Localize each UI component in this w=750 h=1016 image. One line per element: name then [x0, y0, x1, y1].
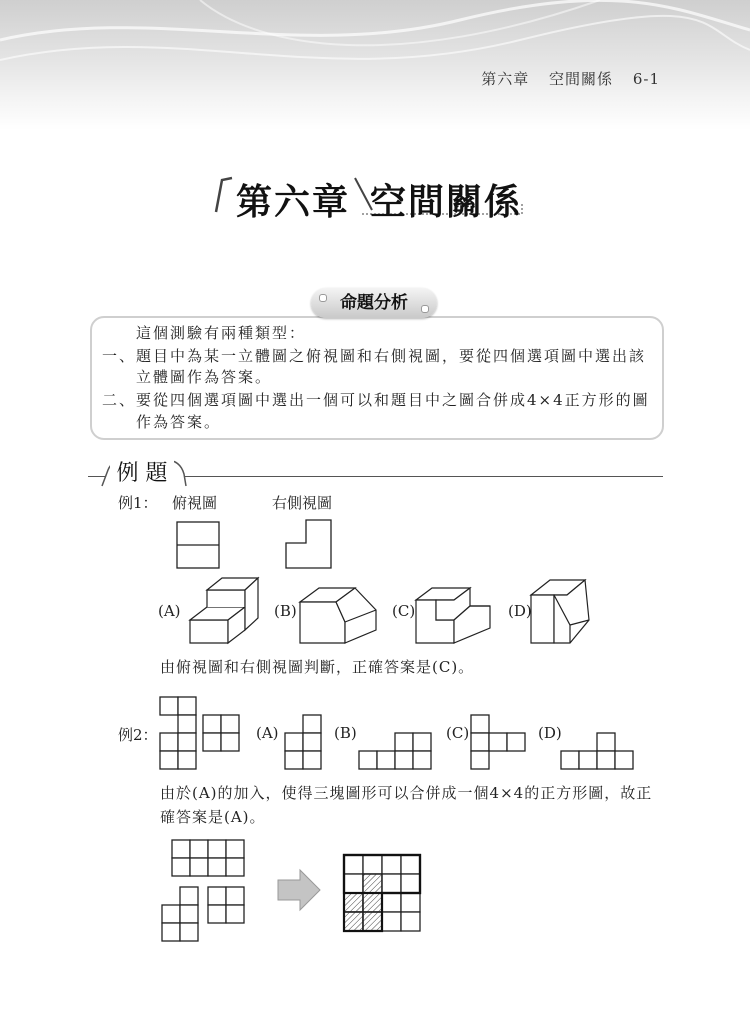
example1-option-c-label: (C) [392, 602, 416, 620]
running-head-chapter: 第六章 [481, 70, 530, 88]
grid-cell [597, 733, 615, 751]
grid-cell [363, 912, 382, 931]
grid-cell [160, 733, 178, 751]
example2-label: 例2： [118, 726, 158, 744]
example1-side-view-label: 右側視圖 [272, 494, 333, 512]
grid-cell [401, 855, 420, 874]
grid-cell [395, 733, 413, 751]
grid-cell [178, 697, 196, 715]
example2-explanation-line1: 由於(A)的加入，使得三塊圖形可以合併成一個4×4的正方形圖，故正 [160, 784, 653, 802]
grid-cell [160, 697, 178, 715]
example2-given-piece-2 [203, 715, 239, 751]
grid-cell [178, 715, 196, 733]
grid-cell [359, 751, 377, 769]
example1-option-a-label: (A) [158, 602, 181, 620]
analysis-item1-line1: 一、題目中為某一立體圖之俯視圖和右側視圖，要從四個選項圖中選出該 [102, 347, 647, 365]
grid-cell [579, 751, 597, 769]
chapter-number: 第六章 [236, 182, 351, 223]
grid-cell [597, 751, 615, 769]
grid-cell [221, 715, 239, 733]
grid-cell [489, 733, 507, 751]
grid-cell [203, 715, 221, 733]
grid-cell [221, 733, 239, 751]
grid-cell [285, 733, 303, 751]
grid-cell [344, 912, 363, 931]
grid-cell [382, 893, 401, 912]
grid-cell [190, 858, 208, 876]
grid-cell [226, 905, 244, 923]
grid-cell [208, 840, 226, 858]
grid-cell [344, 855, 363, 874]
analysis-item2-line1: 二、要從四個選項圖中選出一個可以和題目中之圖合併成4×4正方形的圖 [102, 391, 650, 409]
running-head-title: 空間關係 [549, 70, 614, 88]
grid-cell [226, 887, 244, 905]
example2-option-b-shape [359, 733, 431, 769]
running-head-page: 6-1 [632, 70, 660, 88]
grid-cell [413, 733, 431, 751]
grid-cell [172, 840, 190, 858]
solution-piece-3 [208, 887, 244, 923]
grid-cell [303, 715, 321, 733]
example2-option-c-label: (C) [446, 724, 470, 742]
grid-cell [303, 733, 321, 751]
grid-cell [162, 923, 180, 941]
grid-cell [363, 855, 382, 874]
grid-cell [413, 751, 431, 769]
grid-cell [203, 733, 221, 751]
grid-cell [226, 840, 244, 858]
example2-given-piece-1 [160, 697, 196, 769]
grid-cell [303, 751, 321, 769]
example2-explanation-line2: 確答案是(A)。 [160, 808, 266, 826]
example1-explanation: 由俯視圖和右側視圖判斷，正確答案是(C)。 [160, 658, 475, 676]
grid-cell [382, 874, 401, 893]
grid-cell [344, 874, 363, 893]
example1-top-view-label: 俯視圖 [172, 494, 218, 512]
grid-cell [471, 733, 489, 751]
example1-label: 例1： [118, 494, 158, 512]
grid-cell [178, 751, 196, 769]
solution-piece-2 [162, 887, 198, 941]
right-arrow-icon [278, 870, 320, 910]
analysis-intro: 這個測驗有兩種類型： [136, 324, 307, 342]
solution-piece-1 [172, 840, 244, 876]
grid-cell [180, 905, 198, 923]
grid-cell [208, 905, 226, 923]
grid-cell [208, 887, 226, 905]
grid-cell [180, 887, 198, 905]
grid-cell [382, 912, 401, 931]
example2-option-a-label: (A) [256, 724, 279, 742]
grid-cell [471, 715, 489, 733]
grid-cell [395, 751, 413, 769]
grid-cell [226, 858, 244, 876]
grid-cell [285, 751, 303, 769]
analysis-item1-line2: 立體圖作為答案。 [136, 368, 273, 386]
example2-option-a-shape [285, 715, 321, 769]
grid-cell [377, 751, 395, 769]
grid-cell [172, 858, 190, 876]
example1-option-d-label: (D) [508, 602, 532, 620]
analysis-item2-line2: 作為答案。 [136, 413, 222, 431]
grid-cell [160, 751, 178, 769]
grid-cell [190, 840, 208, 858]
grid-cell [180, 923, 198, 941]
chapter-name: 空間關係 [370, 182, 523, 223]
example2-option-d-label: (D) [538, 724, 562, 742]
grid-cell [507, 733, 525, 751]
grid-cell [401, 874, 420, 893]
grid-cell [401, 893, 420, 912]
grid-cell [162, 905, 180, 923]
analysis-heading: 命題分析 [340, 293, 408, 313]
grid-cell [561, 751, 579, 769]
example2-option-b-label: (B) [334, 724, 357, 742]
example1-option-b-label: (B) [274, 602, 297, 620]
examples-heading: 例 題 [110, 458, 174, 488]
grid-cell [615, 751, 633, 769]
example2-option-c-shape [471, 715, 525, 769]
grid-cell [401, 912, 420, 931]
grid-cell [363, 874, 382, 893]
grid-cell [471, 751, 489, 769]
grid-cell [363, 893, 382, 912]
grid-cell [382, 855, 401, 874]
grid-cell [208, 858, 226, 876]
example2-option-d-shape [561, 733, 633, 769]
grid-cell [344, 893, 363, 912]
grid-cell [178, 733, 196, 751]
